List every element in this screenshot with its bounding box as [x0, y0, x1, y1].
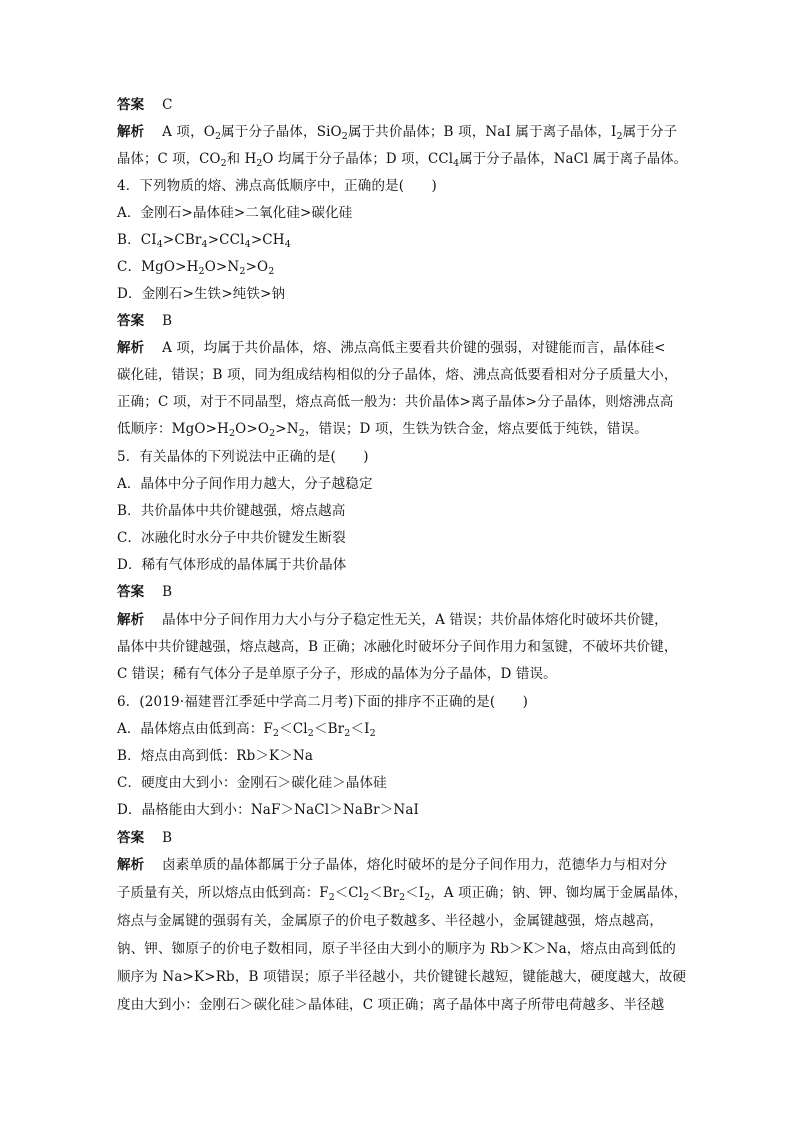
text: 属于分子晶体，NaCl 属于离子晶体。 [459, 151, 688, 167]
q6-analysis-line-4: 钠、钾、铷原子的价电子数相同，原子半径由大到小的顺序为 Rb＞K＞Na，熔点由高到低的 [117, 941, 676, 957]
answer-value: B [162, 830, 173, 846]
subscript: 2 [298, 428, 305, 439]
subscript: 2 [214, 131, 222, 142]
text: O>O [235, 421, 270, 437]
text: C．MgO>H [117, 259, 199, 275]
text: >CH [250, 232, 285, 248]
subscript: 2 [268, 266, 275, 277]
text: ，错误；D 项，生铁为铁合金，熔点要低于纯铁，错误。 [304, 421, 648, 437]
text: 属于分子 [622, 124, 678, 140]
text: ＜Cl [279, 721, 308, 737]
subscript: 2 [399, 892, 406, 903]
subscript: 2 [272, 728, 280, 739]
q4-option-b [117, 230, 687, 250]
text: >CCl [207, 232, 245, 248]
subscript: 2 [369, 728, 376, 739]
text: ＜I [350, 721, 370, 737]
q5-option-a: A．晶体中分子间作用力越大，分子越稳定 [117, 476, 373, 492]
q4-analysis-line-4 [117, 419, 687, 439]
text: ＜I [405, 885, 425, 901]
text: >N [275, 421, 299, 437]
q4-analysis-line-3: 正确；C 项，对于不同晶型，熔点高低一般为：共价晶体>离子晶体>分子晶体，则熔沸点高 [117, 394, 674, 410]
analysis-label: 解析 [117, 857, 145, 873]
q5-analysis-line-3: C 错误；稀有气体分子是单原子分子，形成的晶体为分子晶体，D 错误。 [117, 666, 557, 682]
q6-option-c: C．硬度由大到小：金刚石＞碳化硅＞晶体硅 [117, 775, 387, 791]
text: O 均属于分子晶体；D 项，CCl [262, 151, 454, 167]
answer-label: 答案 [117, 313, 145, 329]
q5-stem: 5．有关晶体的下列说法中正确的是( ) [117, 449, 369, 465]
text: 属于分子晶体，SiO [221, 124, 342, 140]
text: >O [245, 259, 269, 275]
q6-option-a [117, 719, 687, 739]
text: A 项，均属于共价晶体，熔、沸点高低主要看共价键的强弱，对键能而言，晶体硅< [162, 340, 666, 356]
text: 晶体中分子间作用力大小与分子稳定性无关，A 错误；共价晶体熔化时破坏共价键， [162, 612, 668, 628]
subscript: 4 [284, 239, 291, 250]
text: B．CI [117, 232, 157, 248]
subscript: 2 [239, 266, 246, 277]
q6-option-d: D．晶格能由大到小：NaF＞NaCl＞NaBr＞NaI [117, 802, 420, 818]
answer-value: B [162, 313, 173, 329]
subscript: 2 [328, 892, 335, 903]
subscript: 2 [344, 728, 351, 739]
q4-stem: 4．下列物质的熔、沸点高低顺序中，正确的是( ) [117, 178, 437, 194]
q6-analysis-line-6: 度由大到小：金刚石＞碳化硅＞晶体硅，C 项正确；离子晶体中离子所带电荷越多、半径越 [117, 997, 665, 1013]
subscript: 4 [156, 239, 163, 250]
answer-label: 答案 [117, 830, 145, 846]
subscript: 2 [256, 158, 263, 169]
q4-analysis-line-1 [117, 338, 687, 358]
text: ＜Cl [334, 885, 364, 901]
q6-answer-line [117, 828, 687, 848]
q6-option-b: B．熔点由高到低：Rb＞K＞Na [117, 748, 314, 764]
text: ＜Br [313, 721, 345, 737]
answer-label: 答案 [117, 97, 145, 113]
text: 低顺序：MgO>H [117, 421, 229, 437]
answer-value: B [162, 584, 173, 600]
q5-analysis-line-2: 晶体中共价键越强，熔点越高，B 正确；冰融化时破坏分子间作用力和氢键，不破坏共价键， [117, 639, 678, 655]
text: 晶体；C 项，CO [117, 151, 221, 167]
subscript: 4 [201, 239, 208, 250]
text: 属于共价晶体；B 项，NaI 属于离子晶体，I [347, 124, 617, 140]
q5-analysis-line-1 [117, 610, 687, 630]
q6-analysis-line-1 [117, 855, 687, 875]
text: A．晶体熔点由低到高：F [117, 721, 273, 737]
text: ＜Br [369, 885, 400, 901]
subscript: 2 [341, 131, 348, 142]
subscript: 2 [307, 728, 314, 739]
q5-option-b: B．共价晶体中共价键越强，熔点越高 [117, 503, 346, 519]
text: 子质量有关，所以熔点由低到高：F [117, 885, 329, 901]
subscript: 4 [244, 239, 251, 250]
text: >CBr [162, 232, 202, 248]
answer-label: 答案 [117, 584, 145, 600]
q6-analysis-line-3: 熔点与金属键的强弱有关，金属原子的价电子数越多、半径越小，金属键越强，熔点越高， [117, 913, 663, 929]
subscript: 2 [220, 158, 227, 169]
subscript: 2 [228, 428, 236, 439]
subscript: 2 [616, 131, 623, 142]
q3-analysis-line-1 [117, 122, 687, 142]
q4-option-d: D．金刚石>生铁>纯铁>钠 [117, 286, 286, 302]
subscript: 2 [269, 428, 276, 439]
text: O>N [204, 259, 240, 275]
text: 卤素单质的晶体都属于分子晶体，熔化时破坏的是分子间作用力，范德华力与相对分 [162, 857, 668, 873]
analysis-label: 解析 [117, 124, 145, 140]
text: 和 H [226, 151, 257, 167]
analysis-label: 解析 [117, 612, 145, 628]
q5-option-d: D．稀有气体形成的晶体属于共价晶体 [117, 557, 347, 573]
text: A 项，O [162, 124, 215, 140]
q5-answer-line [117, 582, 687, 602]
q4-option-a: A．金刚石>晶体硅>二氧化硅>碳化硅 [117, 205, 353, 221]
subscript: 2 [363, 892, 370, 903]
q4-option-c [117, 257, 687, 277]
subscript: 2 [424, 892, 431, 903]
answer-value: C [162, 97, 173, 113]
q3-analysis-line-2 [117, 149, 688, 169]
q6-analysis-line-5: 顺序为 Na>K>Rb，B 项错误；原子半径越小，共价键键长越短，键能越大，硬度越大，故硬 [117, 969, 687, 985]
text: ，A 项正确；钠、钾、铷均属于金属晶体， [430, 885, 688, 901]
q6-stem: 6．(2019·福建晋江季延中学高二月考)下面的排序不正确的是( ) [117, 694, 529, 710]
subscript: 2 [198, 266, 205, 277]
q6-analysis-line-2 [117, 883, 688, 903]
q4-answer-line [117, 311, 687, 331]
q5-option-c: C．冰融化时水分子中共价键发生断裂 [117, 530, 346, 546]
analysis-label: 解析 [117, 340, 145, 356]
q4-analysis-line-2: 碳化硅，错误；B 项，同为组成结构相似的分子晶体，熔、沸点高低要看相对分子质量大小， [117, 367, 678, 383]
q3-answer-line [117, 95, 687, 115]
subscript: 4 [453, 158, 460, 169]
